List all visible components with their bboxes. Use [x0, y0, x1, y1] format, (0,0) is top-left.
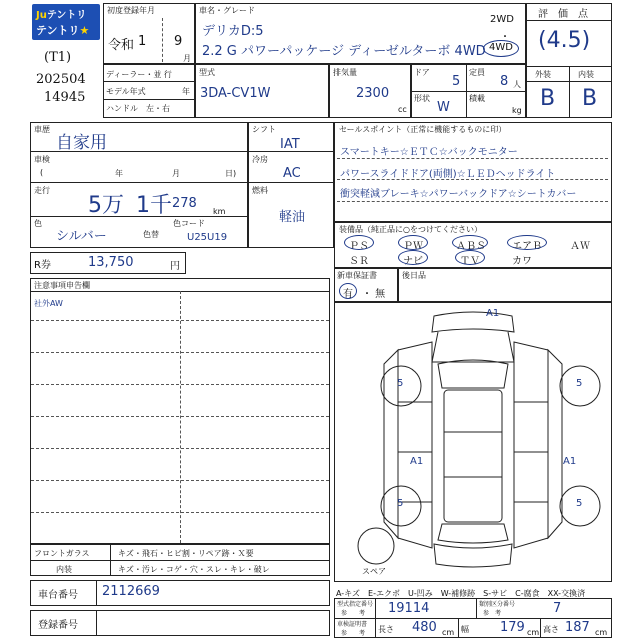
windshield-value: キズ・飛石・ヒビ割・リペア跡・Ｘ要: [118, 549, 254, 558]
interior-cond-label: 内装: [56, 565, 72, 574]
equip-airbag: エアＢ: [512, 241, 542, 252]
lot-code: (T1): [44, 50, 72, 65]
registration-era: 令和: [108, 38, 135, 53]
left-side-outline: [384, 350, 398, 538]
model-year-label: モデル年式: [106, 87, 146, 96]
capacity-value: 8: [500, 74, 509, 89]
inspection-month-unit: 月: [172, 169, 180, 178]
drive-4wd: 4WD: [489, 42, 513, 53]
windshield-outline: [438, 360, 508, 388]
logo-line1: Juテントリ: [36, 10, 87, 21]
score-label: 評 価 点: [538, 9, 588, 20]
usage-value: 自家用: [56, 133, 107, 153]
capacity-label: 定員: [469, 68, 485, 77]
equip-aw: ＡＷ: [570, 241, 590, 252]
width-value: 179: [500, 620, 525, 635]
sales-point-1: スマートキー☆ＥＴＣ☆バックモニター: [340, 147, 518, 158]
spare-tire: [358, 528, 394, 564]
rear-window-outline: [438, 524, 508, 543]
model-year-unit: 年: [182, 87, 190, 96]
class-number-value: 7: [553, 601, 562, 616]
usage-label: 車歴: [34, 125, 50, 134]
equipment-label: 装備品（純正品に○をつけてください）: [339, 225, 482, 234]
mark-front-right-5: 5: [576, 378, 583, 389]
shape-label: 形状: [414, 94, 430, 103]
mileage-unit: km: [213, 207, 226, 216]
mark-front-a1: A1: [486, 308, 500, 319]
equip-pw: ＰＷ: [403, 241, 423, 252]
doors-value: 5: [452, 74, 461, 89]
registration-month: 9: [174, 34, 183, 49]
right-body-outline: [514, 342, 548, 548]
left-body-outline: [398, 342, 432, 548]
shift-value: IAT: [280, 137, 300, 152]
car-name-label: 車名・グレード: [199, 6, 255, 15]
cert-sub: 参 考: [341, 630, 366, 637]
lot-number-1: 202504: [36, 72, 86, 87]
displacement-value: 2300: [356, 86, 390, 101]
rear-bumper-outline: [434, 544, 512, 567]
length-value: 480: [412, 620, 437, 635]
dealer-label: ディーラー・並 行: [106, 70, 172, 79]
mileage-rest: 278: [172, 196, 197, 211]
interior-grade: B: [582, 86, 598, 111]
height-value: 187: [565, 620, 590, 635]
damage-legend: A-キズ E-エクボ U-凹み W-補修跡 S-サビ C-腐食 XX-交換済: [336, 589, 586, 598]
width-unit: cm: [527, 628, 540, 637]
car-grade: 2.2 G パワーパッケージ ディーゼルターボ 4WD: [202, 44, 486, 59]
color-value: シルバー: [56, 229, 107, 244]
mileage-sen: 1千: [136, 193, 172, 218]
color-code: U25U19: [187, 232, 228, 243]
fuel-value: 軽油: [279, 210, 306, 225]
handle-label: ハンドル 左・右: [106, 104, 170, 113]
height-label: 高さ: [543, 625, 559, 634]
aircon-value: AC: [283, 166, 301, 181]
exterior-grade: B: [540, 86, 556, 111]
color-code-label: 色コード: [173, 219, 205, 228]
inspection-paren: (: [40, 168, 44, 177]
class-number-sub: 参 考: [483, 610, 502, 617]
equip-ps: ＰＳ: [349, 241, 369, 252]
shift-label: シフト: [252, 125, 276, 134]
logo-line2: テントリ★スター: [36, 24, 90, 53]
fuel-label: 燃料: [252, 186, 268, 195]
mark-rear-left-5: 5: [397, 498, 404, 509]
drive-dot: ・: [500, 32, 510, 43]
doors-label: ドア: [414, 68, 430, 77]
equip-sr: ＳＲ: [349, 256, 369, 267]
warranty-label: 新車保証書: [337, 271, 377, 280]
notes-text: 社外AW: [34, 299, 63, 308]
sales-point-2: パワースライドドア(両側)☆ＬＥＤヘッドライト: [340, 169, 556, 180]
sales-point-3: 衝突軽減ブレーキ☆パワーバックドア☆シートカバー: [340, 189, 577, 200]
type-number-label: 型式指定番号: [337, 601, 374, 608]
equip-pw-circle: [398, 235, 428, 250]
roof-outline: [444, 390, 502, 522]
length-label: 長さ: [378, 625, 394, 634]
shape-value: W: [437, 100, 450, 115]
mark-right-a1: A1: [563, 456, 577, 467]
windshield-label: フロントガラス: [34, 549, 90, 558]
recycle-unit: 円: [170, 261, 180, 272]
type-number-value: 19114: [388, 601, 430, 616]
inspection-label: 車検: [34, 155, 50, 164]
car-diagram: [334, 302, 612, 582]
warranty-no: ・ 無: [362, 289, 386, 300]
equip-tv-circle: [455, 250, 485, 265]
model-code: 3DA-CV1W: [200, 86, 271, 101]
inspection-year-unit: 年: [115, 169, 123, 178]
type-number-sub: 参 考: [341, 610, 366, 617]
mark-front-left-5: 5: [397, 378, 404, 389]
drive-2wd: 2WD: [490, 14, 514, 25]
auction-logo: [32, 4, 100, 53]
equip-abs-circle: [452, 235, 488, 250]
equip-airbag-circle: [507, 235, 547, 250]
model-label: 型式: [199, 68, 215, 77]
spare-label: スペア: [362, 567, 386, 576]
load-unit: kg: [512, 106, 522, 115]
aircon-label: 冷房: [252, 155, 268, 164]
cert-label: 車検証明書: [337, 621, 368, 628]
equip-ps-circle: [344, 235, 374, 250]
mark-left-a1: A1: [410, 456, 424, 467]
recycle-label: R券: [34, 260, 51, 271]
notes-label: 注意事項申告欄: [34, 281, 90, 290]
color-label: 色: [34, 219, 42, 228]
later-items-box: [398, 268, 612, 302]
chassis-label: 車台番号: [38, 590, 78, 601]
chassis-number: 2112669: [102, 584, 160, 599]
car-name: デリカD:5: [202, 24, 264, 39]
recycle-value: 13,750: [88, 255, 134, 270]
displacement-label: 排気量: [333, 68, 357, 77]
sales-point-label: セールスポイント（正常に機能するものに印）: [339, 125, 507, 134]
interior-cond-value: キズ・汚レ・コゲ・穴・スレ・キレ・破レ: [118, 565, 270, 574]
equip-tv: ＴＶ: [460, 256, 480, 267]
equip-navi-circle: [398, 250, 428, 265]
exterior-label: 外装: [535, 70, 551, 79]
equip-leather: カワ: [512, 256, 532, 267]
capacity-unit: 人: [513, 80, 521, 89]
displacement-unit: cc: [398, 105, 407, 114]
length-unit: cm: [442, 628, 455, 637]
warranty-yes: 有: [343, 289, 353, 300]
height-unit: cm: [595, 628, 608, 637]
interior-label: 内装: [578, 70, 594, 79]
class-number-label: 類別区分番号: [479, 601, 516, 608]
load-label: 積載: [469, 94, 485, 103]
inspection-day-unit: 日): [225, 169, 237, 178]
mileage-man: 5万: [88, 193, 124, 218]
registration-label: 初度登録年月: [107, 6, 155, 15]
registration-month-unit: 月: [183, 54, 191, 63]
equip-abs: ＡＢＳ: [456, 241, 486, 252]
plate-label: 登録番号: [38, 620, 78, 631]
lot-number-2: 14945: [44, 90, 86, 105]
score-value: (4.5): [538, 28, 591, 53]
mark-rear-right-5: 5: [576, 498, 583, 509]
mileage-label: 走行: [34, 186, 50, 195]
registration-year: 1: [138, 34, 147, 49]
equip-navi: ナビ: [403, 256, 423, 267]
width-label: 幅: [461, 625, 469, 634]
later-items-label: 後日品: [402, 271, 426, 280]
hood-outline: [432, 332, 514, 362]
front-bumper-outline: [432, 312, 514, 332]
color-swap-label: 色替: [143, 230, 159, 239]
